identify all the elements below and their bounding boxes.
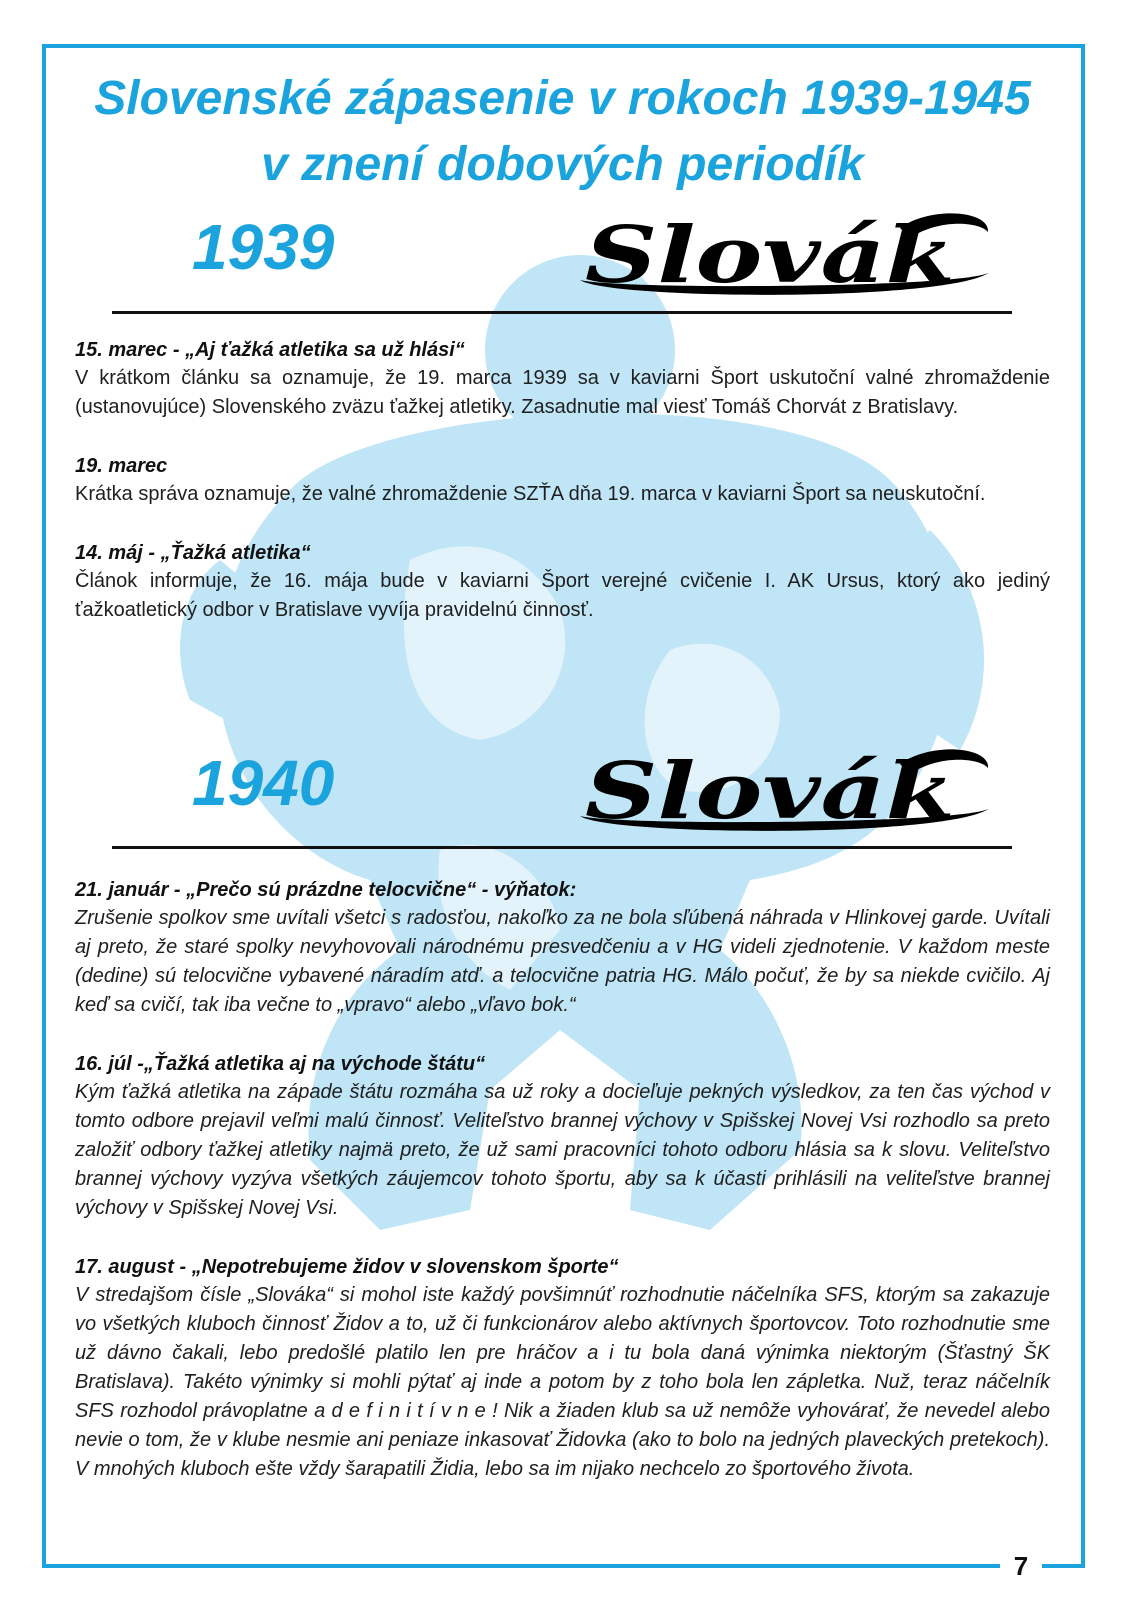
article-text: Článok informuje, že 16. mája bude v kaviarni Šport verejné cvičenie I. AK Ursus, ktorý ako jediný ťažkoatletický odbor v Bratislave vyvíja pravidelnú činnosť. [75,570,1050,621]
slovak-newspaper-logo [570,746,1000,841]
article-entry [75,336,1050,422]
article-entry [75,876,1050,1020]
article-entry [75,1050,1050,1223]
article-text: Krátka správa oznamuje, že valné zhromaždenie SZŤA dňa 19. marca v kaviarni Šport sa neuskutoční. [75,483,986,505]
article-text: Zrušenie spolkov sme uvítali všetci s radosťou, nakoľko za ne bola sľúbená náhrada v Hlinkovej garde. Uvítali aj preto, že staré spolky nevyhovovali národnému presvedčeniu a v HG videli zjednotenie. V každom meste (dedine) sú telocvične vybavené náradím atď. a telocvične patria HG. Málo počuť, že by sa niekde cvičilo. Aj keď sa cvičí, tak iba večne to „vpravo“ alebo „vľavo bok.“ [75,907,1050,1016]
article-heading: 15. marec - „Aj ťažká atletika sa už hlási“ [75,339,465,361]
article-heading: 16. júl -„Ťažká atletika aj na východe štátu“ [75,1053,486,1075]
section-1940-content [75,876,1050,1514]
article-entry [75,539,1050,625]
year-heading-1940: 1940 [192,747,335,819]
section-rule-1939 [112,311,1012,314]
article-heading: 19. marec [75,455,168,477]
article-text: Kým ťažká atletika na západe štátu rozmáha sa už roky a docieľuje pekných výsledkov, za ten čas východ v tomto odbore prejavil veľmi malú činnosť. Veliteľstvo brannej výchovy v Spišskej Novej Vsi rozhodlo sa preto založiť odbory ťažkej atletiky najmä preto, že už sami pracovníci tohoto odboru hlásia sa k slovu. Veliteľstvo brannej výchovy vyzýva všetkých záujemcov tohoto športu, aby sa k účasti prihlásili na veliteľstve brannej výchovy v Spišskej Novej Vsi. [75,1081,1050,1219]
logo-text: Slovák [585,746,955,837]
section-rule-1940 [112,846,1012,849]
slovak-newspaper-logo [570,210,1000,305]
article-text: V krátkom článku sa oznamuje, že 19. marca 1939 sa v kaviarni Šport uskutoční valné zhromaždenie (ustanovujúce) Slovenského zväzu ťažkej atletiky. Zasadnutie mal viesť Tomáš Chorvát z Bratislavy. [75,367,1050,418]
year-heading-1939: 1939 [192,211,335,283]
section-1939-content [75,336,1050,655]
page-number: 7 [1000,1550,1042,1582]
article-text: V stredajšom čísle „Slováka“ si mohol iste každý povšimnúť rozhodnutie náčelníka SFS, ktorým sa zakazuje vo všetkých kluboch činnosť Židov a to, už či funkcionárov alebo aktívnych športovcov. Toto rozhodnutie sme už dávno čakali, lebo predošlé platilo len pre hráčov a i tu bola daná výnimka niektorým (Šťastný ŠK Bratislava). Takéto výnimky si mohli pýtať aj inde a potom by z toho bola len zápletka. Nuž, teraz náčelník SFS rozhodol právoplatne a d e f i n i t í v n e ! Nik a žiaden klub sa už nemôže vyhovárať, že nevedel alebo nevie o tom, že v klube nesmie ani peniaze inkasovať Židovka (ako to bolo na jedných plaveckých pretekoch). V mnohých kluboch ešte vždy šarapatili Židia, lebo sa im nijako nechcelo zo športového života. [75,1284,1050,1480]
article-heading: 21. január - „Prečo sú prázdne telocvične“ - výňatok: [75,879,577,901]
title-line-2: v znení dobových periodík [261,138,864,191]
title-line-1: Slovenské zápasenie v rokoch 1939-1945 [94,72,1031,125]
article-heading: 14. máj - „Ťažká atletika“ [75,542,311,564]
article-heading: 17. august - „Nepotrebujeme židov v slovenskom športe“ [75,1256,619,1278]
article-entry [75,452,1050,509]
logo-text: Slovák [585,210,955,301]
article-entry [75,1253,1050,1484]
page-title [60,66,1065,198]
